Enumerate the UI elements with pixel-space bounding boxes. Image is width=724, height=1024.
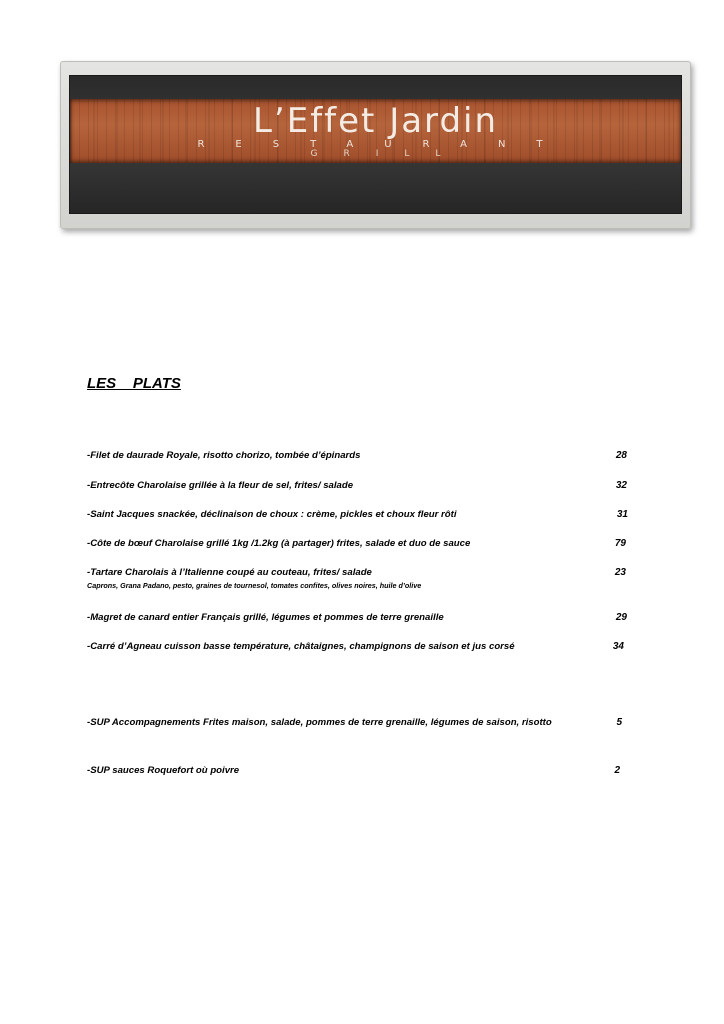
menu-item (87, 479, 627, 493)
menu-item-description: -Carré d’Agneau cuisson basse température, châtaignes, champignons de saison et jus corsé (87, 641, 515, 652)
menu-item-description: -Côte de bœuf Charolaise grillé 1kg /1.2kg (à partager) frites, salade et duo de sauce (87, 538, 471, 549)
logo-title: L’Effet Jardin (252, 101, 499, 141)
menu-item (87, 566, 627, 596)
section-title: LES PLATS (87, 375, 181, 392)
menu-item (87, 611, 627, 625)
menu-item (87, 449, 627, 463)
supplement-description: -SUP sauces Roquefort où poivre (87, 765, 240, 776)
menu-item (87, 508, 627, 522)
menu-item (87, 537, 627, 551)
logo-subtitle-grill: GRILL (310, 149, 467, 159)
menu-item (87, 640, 627, 654)
menu-item-description: -Entrecôte Charolaise grillée à la fleur de sel, frites/ salade (87, 480, 354, 491)
menu-item-price: 23 (614, 567, 626, 578)
menu-item-description: -Magret de canard entier Français grillé, légumes et pommes de terre grenaille (87, 612, 444, 623)
menu-item-price: 79 (614, 538, 626, 549)
menu-item-price: 31 (616, 509, 628, 520)
menu-item-price: 34 (612, 641, 624, 652)
restaurant-logo (60, 61, 691, 229)
supplement-price: 5 (616, 717, 622, 728)
menu-item-price: 29 (615, 612, 627, 623)
menu-item-description: -Saint Jacques snackée, déclinaison de choux : crème, pickles et choux fleur rôti (87, 509, 457, 520)
logo-wood-band (70, 99, 681, 163)
supplement-item (87, 716, 627, 730)
supplement-item (87, 764, 627, 778)
supplement-price: 2 (614, 765, 620, 776)
menu-item-description: -Filet de daurade Royale, risotto chorizo, tombée d’épinards (87, 450, 361, 461)
menu-item-price: 28 (615, 450, 627, 461)
menu-item-description: -Tartare Charolais à l’Italienne coupé au couteau, frites/ salade (87, 567, 372, 578)
menu-item-detail: Caprons, Grana Padano, pesto, graines de tournesol, tomates confites, olives noires, huile d’olive (87, 581, 422, 590)
supplement-description: -SUP Accompagnements Frites maison, salade, pommes de terre grenaille, légumes de saison, risotto (87, 717, 552, 728)
menu-item-price: 32 (615, 480, 627, 491)
logo-subtitle-restaurant: RESTAURANT (197, 139, 574, 150)
logo-panel (69, 75, 682, 214)
